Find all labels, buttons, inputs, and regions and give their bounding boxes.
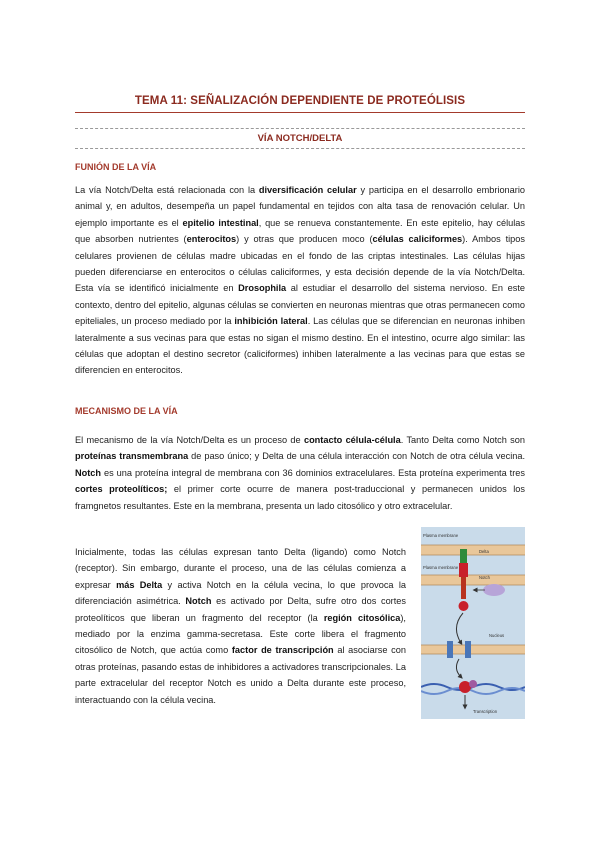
label-plasma-membrane-bottom: Plasma membrane [423, 565, 459, 570]
notch-delta-diagram [421, 527, 525, 719]
paragraph-mechanism-2: Inicialmente, todas las células expresan tanto Delta (ligando) como Notch (receptor). Sin embargo, durante el proceso, una de las células comienza a expresar más Delta y activa Notch en la célula vecina, lo que provoca la diferenciación asimétrica. Notch es activado por Delta, sufre otro dos cortes proteolíticos que liberan un fragmento del receptor (la región citosólica), mediado por la enzima gamma-secretasa. Este corte libera el fragmento citosólico de Notch, que actúa como factor de transcripción al asociarse con otras proteínas, pasando estas de inhibidores a activadores transcripcionales. La parte extracelular del receptor Notch es unido a Delta durante este proceso, interactuando con la célula vecina. [75, 547, 406, 705]
document-title: TEMA 11: SEÑALIZACIÓN DEPENDIENTE DE PROTEÓLISIS [134, 95, 466, 107]
section-heading-mechanism: MECANISMO DE LA VÍA [75, 406, 178, 416]
nuclear-pore-left [447, 641, 453, 658]
label-notch: Notch [479, 575, 490, 580]
delta-notch-contact [459, 563, 468, 577]
label-delta: Delta [479, 549, 489, 554]
notch-transmembrane [461, 577, 466, 599]
subtitle-top-rule [75, 128, 525, 129]
notch-fragment [459, 601, 469, 611]
section-subtitle: VÍA NOTCH/DELTA [257, 133, 343, 144]
nuclear-pore-right [465, 641, 471, 658]
title-underline [75, 112, 525, 113]
membrane-bottom [421, 575, 525, 585]
nuclear-membrane [421, 645, 525, 654]
paragraph-function: La vía Notch/Delta está relacionada con la diversificación celular y participa en el desarrollo embrionario animal y, en adultos, desempeña un papel fundamental en tejidos con alta tasa de renovación celular. Un ejemplo importante es el epitelio intestinal, que se renueva constantemente. En este epitelio, hay células que absorben nutrientes (enterocitos) y otras que producen moco (células caliciformes). Ambos tipos celulares provienen de células madre ubicadas en el fondo de las criptas intestinales. Las células hijas pueden diferenciarse en enterocitos o células caliciformes, y esta decisión depende de la vía Notch/Delta. Esta vía se identificó inicialmente en Drosophila al estudiar el desarrollo del sistema nervioso. En este contexto, dentro del epitelio, algunas células se convierten en neuronas mientras que otras permanecen como epiteliales, un proceso mediado por la inhibición lateral. Las células que se diferencian en neuronas inhiben lateralmente a sus vecinas para que estas no sigan el mismo destino. En el intestino, ocurre algo similar: las células que adoptan el destino secretor (caliciformes) inhiben lateralmente a las vecinas para que estas se diferencien en enterocitos. [75, 185, 526, 376]
paragraph-mechanism-1: El mecanismo de la vía Notch/Delta es un proceso de contacto célula-célula. Tanto Delta como Notch son proteínas transmembrana de paso único; y Delta de una célula interacción con Notch de otra célula vecina. Notch es una proteína integral de membrana con 36 dominios extracelulares. Esta proteína experimenta tres cortes proteolíticos; el primer corte ocurre de manera post-traduccional y permanecen unidos los framgnetos resultantes. Este en la membrana, presenta un lado citosólico y otro extracelular. [75, 435, 526, 511]
subtitle-bottom-rule [75, 148, 525, 149]
gamma-secretase-icon [483, 584, 505, 596]
delta-protein [460, 549, 467, 563]
section-heading-function: FUNIÓN DE LA VÍA [75, 162, 157, 172]
membrane-top [421, 545, 525, 555]
label-plasma-membrane-top: Plasma membrane [423, 533, 459, 538]
label-transcription: Transcription [473, 709, 498, 714]
label-nucleus: Nucleus [489, 633, 505, 638]
notch-delta-figure [421, 527, 525, 719]
